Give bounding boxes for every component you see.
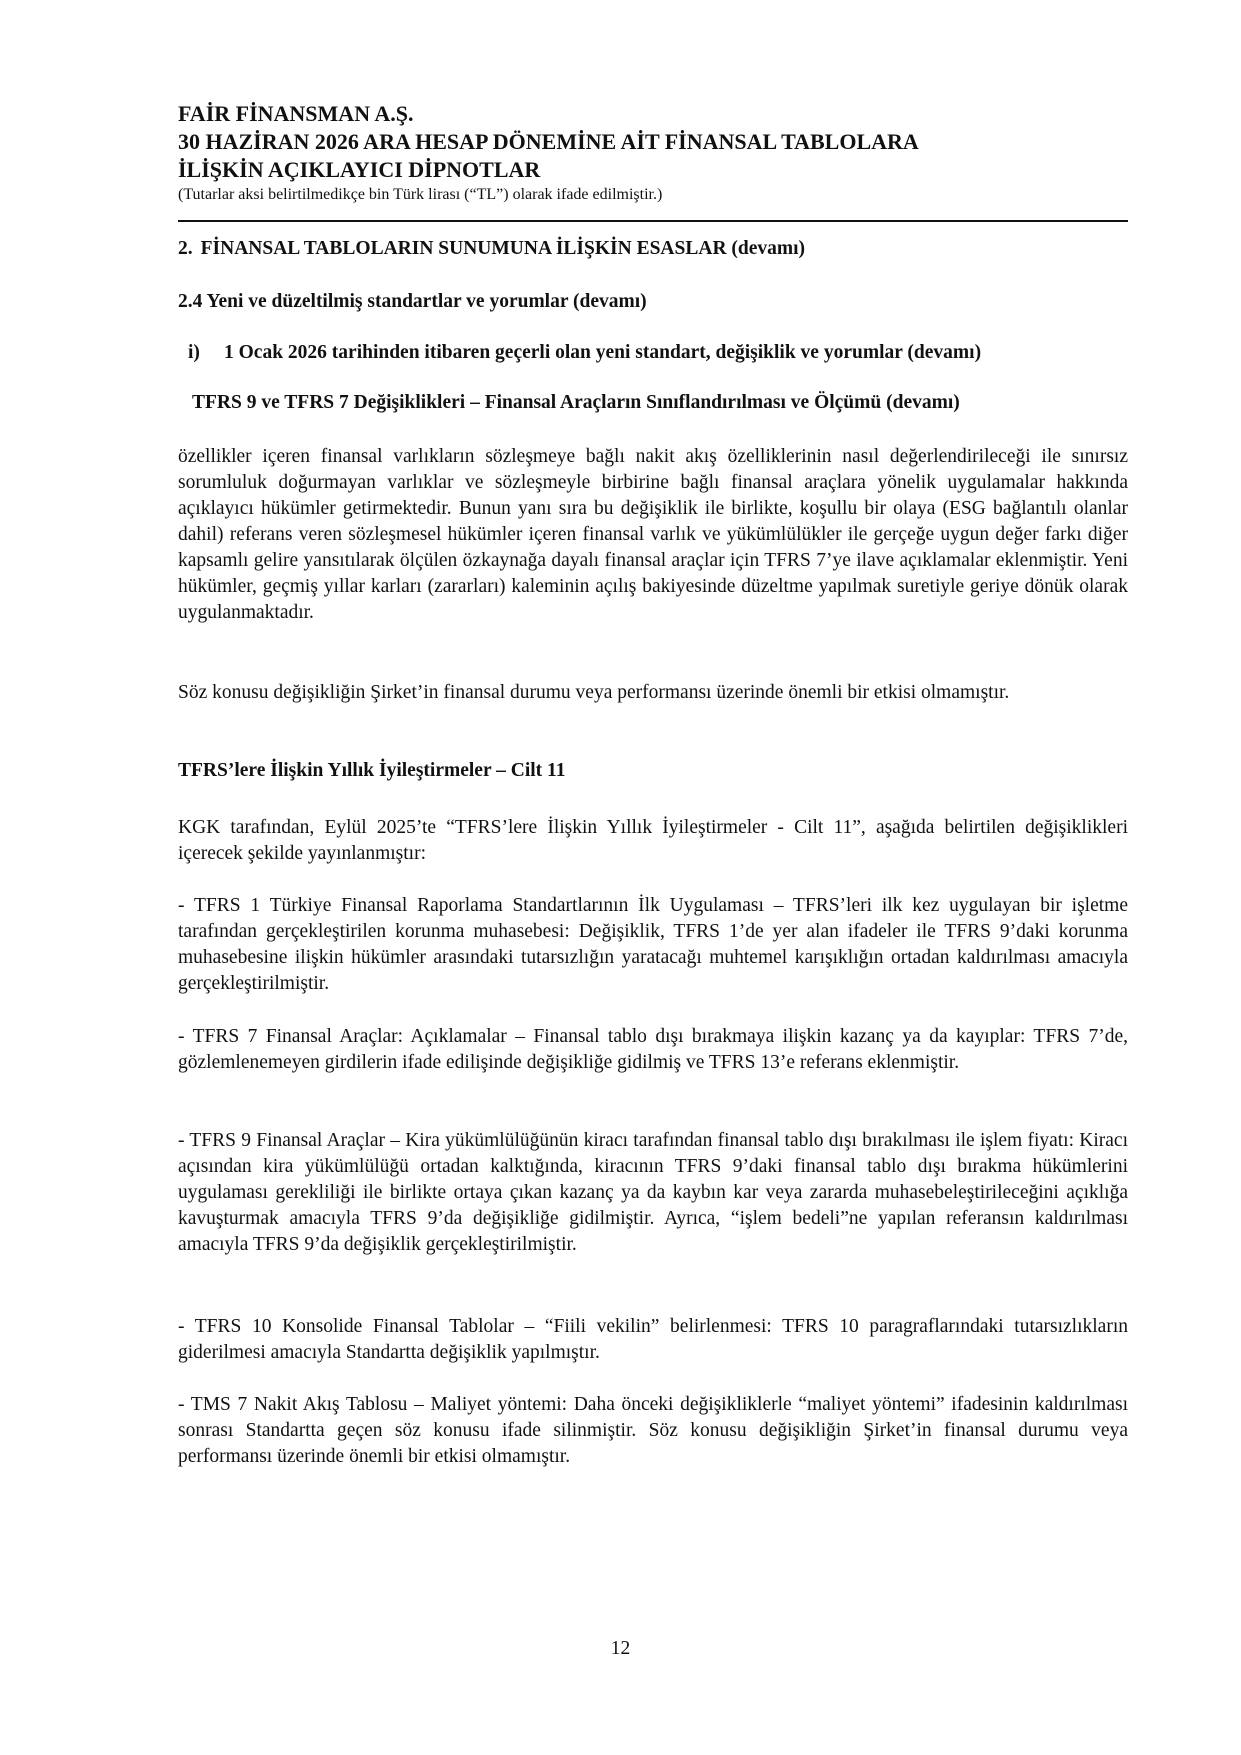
list-item-tfrs-7: - TFRS 7 Finansal Araçlar: Açıklamalar – Finansal tablo dışı bırakmaya ilişkin kazanç ya da kayıplar: TFRS 7’de, gözlemlenemeyen girdilerin ifade edilişinde değişikliğe gidilmiş ve TFRS 13’e referans eklenmiştir. — [178, 1026, 1128, 1073]
subsection-heading: 2.4 Yeni ve düzeltilmiş standartlar ve yorumlar (devamı) — [178, 291, 647, 312]
item-marker: i) — [188, 342, 200, 363]
body-paragraph: özellikler içeren finansal varlıkların sözleşmeye bağlı nakit akış özelliklerinin nasıl değerlendirileceği ile sınırsız sorumluluk doğurmayan varlıklar ve sözleşmeyle birbirine bağlı finansal araçlara yönelik uygulamalar hakkında açıklayıcı hükümler getirmektedir. Bunun yanı sıra bu değişiklik ile birlikte, koşullu bir olaya (ESG bağlantılı olanlar dahil) referans veren sözleşmesel hükümler içeren finansal varlık ve yükümlülükler ile gerçeğe uygun değer farkı diğer kapsamlı gelire yansıtılarak ölçülen özkaynağa dayalı finansal araçlar için TFRS 7’ye ilave açıklamalar eklenmiştir. Yeni hükümler, geçmiş yıllar karları (zararları) kaleminin açılış bakiyesinde düzeltme yapılmak suretiyle geriye dönük olarak uygulanmaktadır. — [178, 446, 1128, 623]
topic-heading-annual-improvements: TFRS’lere İlişkin Yıllık İyileştirmeler – Cilt 11 — [178, 760, 566, 781]
document-header — [178, 100, 1128, 205]
page-number: 12 — [610, 1638, 631, 1659]
body-paragraph: KGK tarafından, Eylül 2025’te “TFRS’lere İlişkin Yıllık İyileştirmeler - Cilt 11”, aşağıda belirtilen değişiklikleri içerecek şekilde yayınlanmıştır: — [178, 817, 1128, 864]
report-title-line-2: İLİŞKİN AÇIKLAYICI DİPNOTLAR — [178, 157, 541, 182]
header-divider — [178, 220, 1128, 222]
item-heading — [188, 340, 1138, 366]
item-title: 1 Ocak 2026 tarihinden itibaren geçerli olan yeni standart, değişiklik ve yorumlar (devamı) — [224, 342, 982, 363]
topic-heading-tfrs9-tfrs7: TFRS 9 ve TFRS 7 Değişiklikleri – Finansal Araçların Sınıflandırılması ve Ölçümü (devamı) — [192, 392, 960, 413]
company-name: FAİR FİNANSMAN A.Ş. — [178, 101, 414, 126]
list-item-tms-7: - TMS 7 Nakit Akış Tablosu – Maliyet yöntemi: Daha önceki değişikliklerle “maliyet yöntemi” ifadesinin kaldırılması sonrası Standartta geçen söz konusu ifade silinmiştir. Söz konusu değişikliğin Şirket’in finansal durumu veya performansı üzerinde önemli bir etkisi olmamıştır. — [178, 1394, 1128, 1467]
section-heading — [178, 236, 1128, 262]
list-item-tfrs-1: - TFRS 1 Türkiye Finansal Raporlama Standartlarının İlk Uygulaması – TFRS’leri ilk kez uygulayan bir işletme tarafından gerçekleştirilen korunma muhasebesi: Değişiklik, TFRS 1’de yer alan ifadeler ile TFRS 9’daki korunma muhasebesine ilişkin hükümler arasındaki tutarsızlığın yaratacağı muhtemel karışıklığın ortadan kaldırılması amacıyla gerçekleştirilmiştir. — [178, 895, 1128, 994]
list-item-tfrs-9: - TFRS 9 Finansal Araçlar – Kira yükümlülüğünün kiracı tarafından finansal tablo dışı bırakılması ile işlem fiyatı: Kiracı açısından kira yükümlülüğü ortadan kalktığında, kiracının TFRS 9’daki finansal tablo dışı bırakma hükümlerini uygulaması gerekliliği ile birlikte ortaya çıkan kazanç ya da kaybın kar veya zararda muhasebeleştirileceğini açıklığa kavuşturmak amacıyla TFRS 9’da değişikliğe gidilmiştir. Ayrıca, “işlem bedeli”ne yapılan referansın kaldırılması amacıyla TFRS 9’da değişiklik gerçekleştirilmiştir. — [178, 1130, 1128, 1255]
section-number: 2. — [178, 238, 193, 259]
list-item-tfrs-10: - TFRS 10 Konsolide Finansal Tablolar – “Fiili vekilin” belirlenmesi: TFRS 10 paragraflarındaki tutarsızlıkların giderilmesi amacıyla Standartta değişiklik yapılmıştır. — [178, 1316, 1128, 1363]
report-title-line-1: 30 HAZİRAN 2026 ARA HESAP DÖNEMİNE AİT FİNANSAL TABLOLARA — [178, 129, 919, 154]
section-title: FİNANSAL TABLOLARIN SUNUMUNA İLİŞKİN ESASLAR (devamı) — [200, 238, 806, 259]
body-paragraph: Söz konusu değişikliğin Şirket’in finansal durumu veya performansı üzerinde önemli bir etkisi olmamıştır. — [178, 682, 1010, 703]
currency-note: (Tutarlar aksi belirtilmedikçe bin Türk lirası (“TL”) olarak ifade edilmiştir.) — [178, 186, 663, 203]
